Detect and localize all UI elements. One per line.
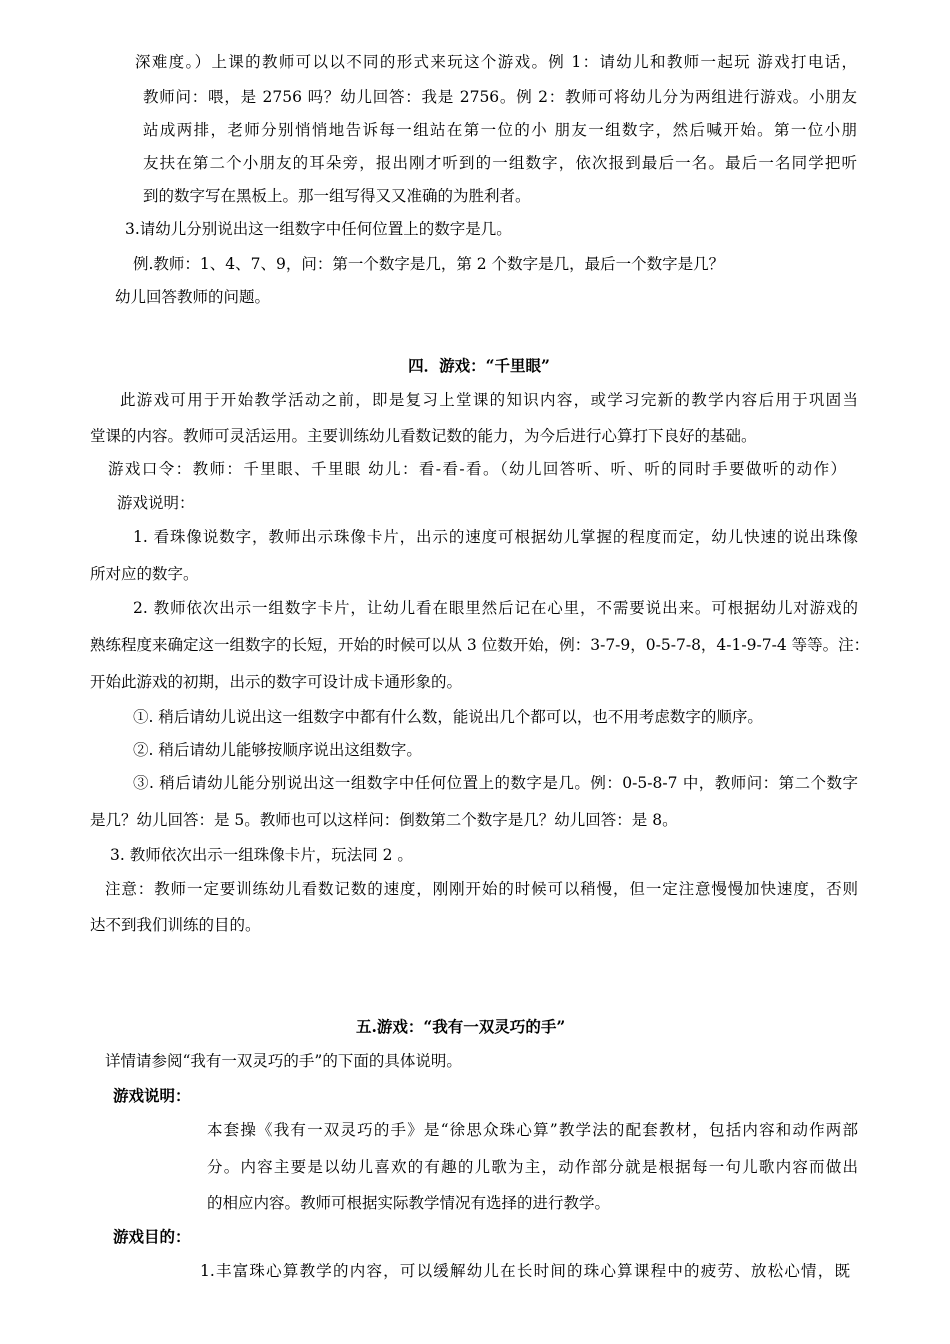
paragraph-line: 教师问：喂，是 2756 吗？幼儿回答：我是 2756。例 2：教师可将幼儿分为两组进行游戏。小朋友	[143, 88, 857, 106]
paragraph-line: 所对应的数字。	[90, 565, 199, 583]
paragraph-line: 例.教师：1、4、7、9，问：第一个数字是几，第 2 个数字是几，最后一个数字是几？	[133, 255, 725, 273]
paragraph-line: 详情请参阅“我有一双灵巧的手”的下面的具体说明。	[105, 1052, 462, 1070]
list-item: 1. 看珠像说数字，教师出示珠像卡片，出示的速度可根据幼儿掌握的程度而定，幼儿快速的说出珠像	[133, 528, 858, 546]
list-item: 3.请幼儿分别说出这一组数字中任何位置上的数字是几。	[125, 220, 512, 238]
paragraph-line: 游戏口令：教师：千里眼、千里眼 幼儿：看-看-看。（幼儿回答听、听、听的同时手要做听的动作）	[108, 460, 846, 478]
paragraph-line: 的相应内容。教师可根据实际教学情况有选择的进行教学。	[207, 1194, 611, 1212]
paragraph-line: 站成两排，老师分别悄悄地告诉每一组站在第一位的小 朋友一组数字，然后喊开始。第一位小朋	[143, 121, 857, 139]
list-item: ①. 稍后请幼儿说出这一组数字中都有什么数，能说出几个都可以，也不用考虑数字的顺序。	[133, 708, 763, 726]
note-line: 达不到我们训练的目的。	[90, 916, 261, 934]
paragraph-line: 到的数字写在黑板上。那一组写得又又准确的为胜利者。	[143, 187, 531, 205]
section-heading: 五.游戏：“我有一双灵巧的手”	[356, 1017, 566, 1036]
paragraph-line: 堂课的内容。教师可灵活运用。主要训练幼儿看数记数的能力，为今后进行心算打下良好的基础。	[90, 427, 757, 445]
subheading: 游戏目的：	[113, 1227, 191, 1246]
list-item: ②. 稍后请幼儿能够按顺序说出这组数字。	[133, 741, 422, 759]
list-item: ③. 稍后请幼儿能分别说出这一组数字中任何位置上的数字是几。例：0-5-8-7 中，教师问：第二个数字	[133, 774, 858, 792]
paragraph-line: 友扶在第二个小朋友的耳朵旁，报出刚才听到的一组数字，依次报到最后一名。最后一名同学把听	[143, 154, 857, 172]
list-item: 1.丰富珠心算教学的内容，可以缓解幼儿在长时间的珠心算课程中的疲劳、放松心情，既	[200, 1262, 850, 1280]
list-item: 2. 教师依次出示一组数字卡片，让幼儿看在眼里然后记在心里，不需要说出来。可根据幼儿对游戏的	[133, 599, 858, 617]
paragraph-line: 熟练程度来确定这一组数字的长短，开始的时候可以从 3 位数开始，例：3-7-9，0-5-7-8，4-1-9-7-4 等等。注：	[90, 636, 870, 654]
paragraph-line: 此游戏可用于开始教学活动之前，即是复习上堂课的知识内容，或学习完新的教学内容后用于巩固当	[120, 391, 858, 409]
subheading: 游戏说明：	[113, 1086, 191, 1105]
paragraph-line: 分。内容主要是以幼儿喜欢的有趣的儿歌为主，动作部分就是根据每一句儿歌内容而做出	[207, 1158, 858, 1176]
list-item: 3. 教师依次出示一组珠像卡片，玩法同 2 。	[110, 846, 413, 864]
paragraph-line: 本套操《我有一双灵巧的手》是“徐思众珠心算”教学法的配套教材，包括内容和动作两部	[207, 1121, 858, 1139]
paragraph-line: 是几？幼儿回答：是 5。教师也可以这样问：倒数第二个数字是几？幼儿回答：是 8。	[90, 811, 678, 829]
paragraph-line: 开始此游戏的初期，出示的数字可设计成卡通形象的。	[90, 673, 463, 691]
subheading: 游戏说明：	[117, 494, 195, 512]
paragraph-line: 深难度。）上课的教师可以以不同的形式来玩这个游戏。例 1：请幼儿和教师一起玩 游戏打电话，	[135, 53, 857, 71]
note-line: 注意：教师一定要训练幼儿看数记数的速度，刚刚开始的时候可以稍慢，但一定注意慢慢加快速度，否则	[105, 880, 858, 898]
paragraph-line: 幼儿回答教师的问题。	[115, 288, 271, 306]
section-heading: 四．游戏：“千里眼”	[408, 356, 550, 375]
